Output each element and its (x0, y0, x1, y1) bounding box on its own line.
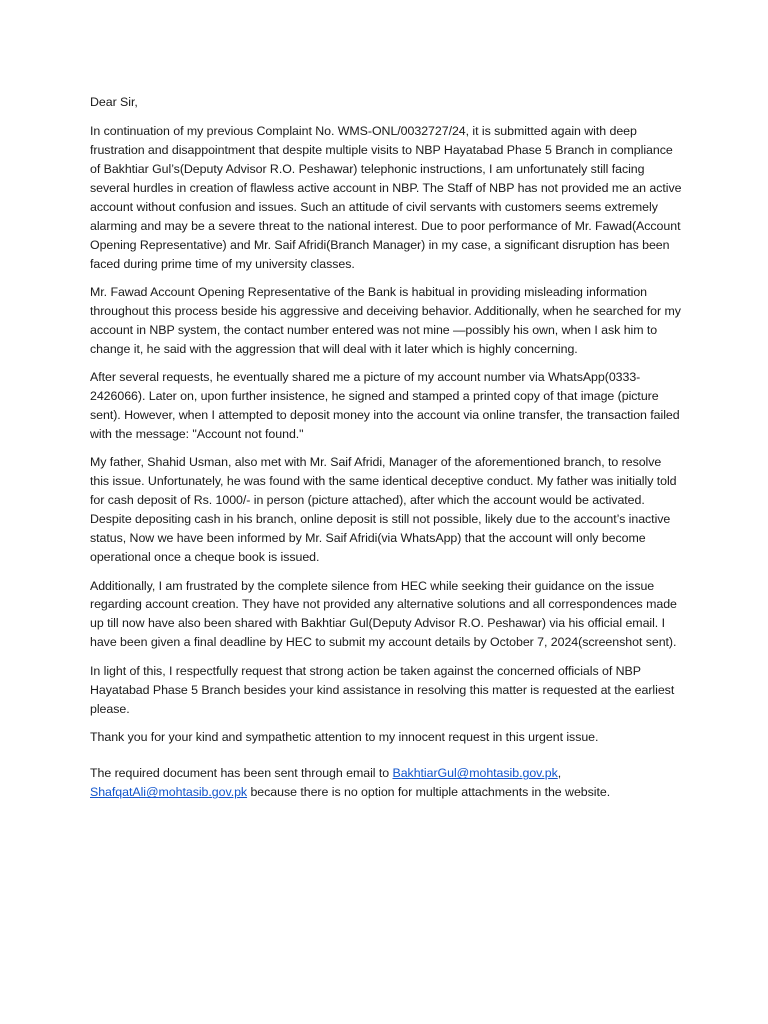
paragraph-request-action: In light of this, I respectfully request that strong action be taken against the concerned officials of NBP Hayatabad Phase 5 Branch besides your kind assistance in resolving this matter is requested at the earliest please. (90, 663, 675, 716)
paragraph-father-visit: My father, Shahid Usman, also met with Mr. Saif Afridi, Manager of the aforementioned branch, to resolve this issue. Unfortunately, he was found with the same identical deceptive conduct. My father was initially told for cash deposit of Rs. 1000/- in person (picture attached), after which the account would be activated. Despite depositing cash in his branch, online deposit is still not possible, likely due to the account’s inactive status, Now we have been informed by Mr. Saif Afridi(via WhatsApp) that the account will only become operational once a cheque book is issued. (90, 455, 677, 565)
paragraph-account-number: After several requests, he eventually shared me a picture of my account number via WhatsApp(0333-2426066). Later on, upon further insistence, he signed and stamped a printed copy of that image (picture sent). However, when I attempted to deposit money into the account via online transfer, the transaction failed with the message: "Account not found." (90, 370, 680, 441)
email-note-prefix: The required document has been sent through email to (90, 766, 393, 781)
paragraph-thanks: Thank you for your kind and sympathetic attention to my innocent request in this urgent issue. (90, 730, 599, 745)
email-link-bakhtiar[interactable]: BakhtiarGul@mohtasib.gov.pk (392, 766, 558, 781)
email-note-suffix: because there is no option for multiple attachments in the website. (247, 785, 611, 800)
paragraph-hec-silence: Additionally, I am frustrated by the complete silence from HEC while seeking their guidance on the issue regarding account creation. They have not provided any alternative solutions and all correspondences made up till now have also been shared with Bakhtiar Gul(Deputy Advisor R.O. Peshawar) via his official email. I have been given a final deadline by HEC to submit my account details by October 7, 2024(screenshot sent). (90, 578, 677, 650)
paragraph-email-note (90, 764, 682, 802)
letter-body (90, 93, 682, 812)
paragraph-complaint-continuation: In continuation of my previous Complaint No. WMS-ONL/0032727/24, it is submitted again with deep frustration and disappointment that despite multiple visits to NBP Hayatabad Phase 5 Branch in compliance of Bakhtiar Gul’s(Deputy Advisor R.O. Peshawar) telephonic instructions, I am unfortunately still facing several hurdles in creation of flawless active account in NBP. The Staff of NBP has not provided me an active account without confusion and issues. Such an attitude of civil servants with customers seems extremely alarming and may be a severe threat to the national interest. Due to poor performance of Mr. Fawad(Account Opening Representative) and Mr. Saif Afridi(Branch Manager) in my case, a significant disruption has been faced during prime time of my university classes. (90, 124, 682, 271)
email-link-shafqat[interactable]: ShafqatAli@mohtasib.gov.pk (90, 785, 248, 800)
salutation: Dear Sir, (90, 95, 138, 109)
email-separator: , (557, 766, 562, 781)
paragraph-account-representative: Mr. Fawad Account Opening Representative of the Bank is habitual in providing misleading information throughout this process beside his aggressive and deceiving behavior. Additionally, when he searched for my account in NBP system, the contact number entered was not mine —possibly his own, when I ask him to change it, he said with the aggression that will deal with it later which is highly concerning. (90, 285, 681, 356)
